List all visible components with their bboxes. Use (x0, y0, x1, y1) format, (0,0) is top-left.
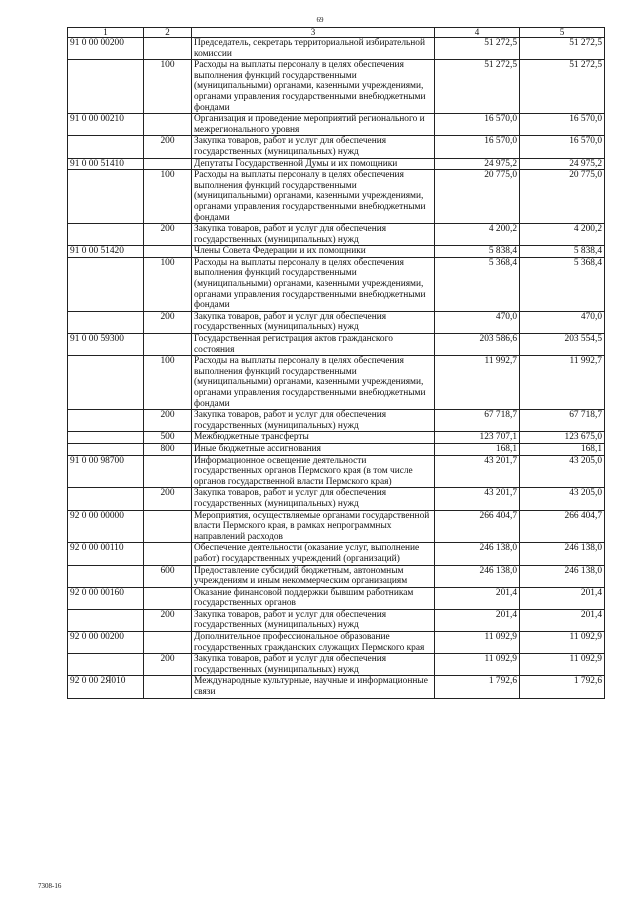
target-code-cell: 92 0 00 00110 (68, 543, 144, 565)
amount-year-2-cell: 16 570,0 (520, 114, 605, 136)
amount-year-1-cell: 1 792,6 (435, 676, 520, 698)
amount-year-1-cell: 43 201,7 (435, 488, 520, 510)
target-code-cell (68, 356, 144, 410)
table-row (68, 543, 605, 565)
target-code-cell: 92 0 00 2Я010 (68, 676, 144, 698)
table-row (68, 38, 605, 60)
amount-year-2-cell: 5 838,4 (520, 246, 605, 258)
expense-type-cell (144, 587, 192, 609)
table-row (68, 587, 605, 609)
table-row (68, 654, 605, 676)
description-cell: Предоставление субсидий бюджетным, автономным учреждениям и иным некоммерческим организациям (192, 565, 435, 587)
target-code-cell (68, 565, 144, 587)
description-cell: Закупка товаров, работ и услуг для обеспечения государственных (муниципальных) нужд (192, 488, 435, 510)
description-cell: Закупка товаров, работ и услуг для обеспечения государственных (муниципальных) нужд (192, 410, 435, 432)
target-code-cell: 91 0 00 51420 (68, 246, 144, 258)
amount-year-2-cell: 16 570,0 (520, 136, 605, 158)
amount-year-2-cell: 123 675,0 (520, 432, 605, 444)
description-cell: Дополнительное профессиональное образование государственных гражданских служащих Пермского края (192, 632, 435, 654)
amount-year-2-cell: 246 138,0 (520, 565, 605, 587)
target-code-cell (68, 654, 144, 676)
description-cell: Иные бюджетные ассигнования (192, 443, 435, 455)
target-code-cell: 91 0 00 59300 (68, 334, 144, 356)
table-row (68, 443, 605, 455)
expense-type-cell (144, 510, 192, 543)
amount-year-2-cell: 470,0 (520, 311, 605, 333)
target-code-cell (68, 410, 144, 432)
table-row (68, 60, 605, 114)
amount-year-2-cell: 11 092,9 (520, 632, 605, 654)
target-code-cell (68, 224, 144, 246)
table-row (68, 224, 605, 246)
amount-year-1-cell: 67 718,7 (435, 410, 520, 432)
expense-type-cell (144, 676, 192, 698)
expense-type-cell (144, 38, 192, 60)
description-cell: Государственная регистрация актов гражданского состояния (192, 334, 435, 356)
amount-year-2-cell: 201,4 (520, 587, 605, 609)
expense-type-cell: 100 (144, 356, 192, 410)
description-cell: Закупка товаров, работ и услуг для обеспечения государственных (муниципальных) нужд (192, 224, 435, 246)
amount-year-1-cell: 16 570,0 (435, 114, 520, 136)
expense-type-cell (144, 632, 192, 654)
description-cell: Закупка товаров, работ и услуг для обеспечения государственных (муниципальных) нужд (192, 136, 435, 158)
amount-year-1-cell: 5 368,4 (435, 257, 520, 311)
amount-year-1-cell: 266 404,7 (435, 510, 520, 543)
expense-type-cell (144, 114, 192, 136)
header-col-2: 2 (144, 28, 192, 38)
amount-year-1-cell: 201,4 (435, 609, 520, 631)
amount-year-1-cell: 16 570,0 (435, 136, 520, 158)
table-row (68, 114, 605, 136)
amount-year-2-cell: 51 272,5 (520, 38, 605, 60)
amount-year-1-cell: 11 092,9 (435, 654, 520, 676)
description-cell: Члены Совета Федерации и их помощники (192, 246, 435, 258)
expense-type-cell: 200 (144, 488, 192, 510)
expense-type-cell (144, 158, 192, 170)
expense-type-cell: 100 (144, 60, 192, 114)
target-code-cell: 92 0 00 00200 (68, 632, 144, 654)
table-row (68, 356, 605, 410)
amount-year-2-cell: 20 775,0 (520, 170, 605, 224)
amount-year-2-cell: 51 272,5 (520, 60, 605, 114)
amount-year-2-cell: 43 205,0 (520, 455, 605, 488)
amount-year-1-cell: 470,0 (435, 311, 520, 333)
amount-year-1-cell: 51 272,5 (435, 60, 520, 114)
description-cell: Депутаты Государственной Думы и их помощники (192, 158, 435, 170)
table-row (68, 257, 605, 311)
header-col-1: 1 (68, 28, 144, 38)
description-cell: Закупка товаров, работ и услуг для обеспечения государственных (муниципальных) нужд (192, 311, 435, 333)
description-cell: Расходы на выплаты персоналу в целях обеспечения выполнения функций государственными (муниципальными) органами, казенными учреждениями, органами управления государственными внебюджетными фондами (192, 170, 435, 224)
table-header-row (68, 28, 605, 38)
amount-year-2-cell: 43 205,0 (520, 488, 605, 510)
table-row (68, 676, 605, 698)
expense-type-cell: 200 (144, 654, 192, 676)
amount-year-2-cell: 266 404,7 (520, 510, 605, 543)
description-cell: Международные культурные, научные и информационные связи (192, 676, 435, 698)
amount-year-1-cell: 5 838,4 (435, 246, 520, 258)
target-code-cell: 92 0 00 00160 (68, 587, 144, 609)
amount-year-2-cell: 168,1 (520, 443, 605, 455)
target-code-cell (68, 443, 144, 455)
amount-year-2-cell: 203 554,5 (520, 334, 605, 356)
target-code-cell (68, 136, 144, 158)
description-cell: Межбюджетные трансферты (192, 432, 435, 444)
amount-year-2-cell: 11 092,9 (520, 654, 605, 676)
table-row (68, 136, 605, 158)
header-col-3: 3 (192, 28, 435, 38)
expense-type-cell: 200 (144, 609, 192, 631)
amount-year-1-cell: 123 707,1 (435, 432, 520, 444)
description-cell: Председатель, секретарь территориальной избирательной комиссии (192, 38, 435, 60)
description-cell: Информационное освещение деятельности государственных органов Пермского края (в том числе органов государственной власти Пермского края) (192, 455, 435, 488)
expense-type-cell: 200 (144, 136, 192, 158)
target-code-cell: 91 0 00 00200 (68, 38, 144, 60)
expense-type-cell (144, 246, 192, 258)
amount-year-2-cell: 67 718,7 (520, 410, 605, 432)
table-row (68, 246, 605, 258)
description-cell: Мероприятия, осуществляемые органами государственной власти Пермского края, в рамках непрограммных направлений расходов (192, 510, 435, 543)
table-row (68, 432, 605, 444)
target-code-cell (68, 257, 144, 311)
target-code-cell (68, 60, 144, 114)
table-row (68, 455, 605, 488)
table-body (68, 38, 605, 699)
description-cell: Обеспечение деятельности (оказание услуг, выполнение работ) государственных учреждений (организаций) (192, 543, 435, 565)
budget-table (67, 27, 605, 699)
expense-type-cell: 100 (144, 170, 192, 224)
description-cell: Организация и проведение мероприятий регионального и межрегионального уровня (192, 114, 435, 136)
target-code-cell: 91 0 00 98700 (68, 455, 144, 488)
amount-year-1-cell: 168,1 (435, 443, 520, 455)
table-row (68, 410, 605, 432)
amount-year-2-cell: 246 138,0 (520, 543, 605, 565)
amount-year-1-cell: 24 975,2 (435, 158, 520, 170)
expense-type-cell (144, 334, 192, 356)
target-code-cell: 91 0 00 51410 (68, 158, 144, 170)
table-row (68, 311, 605, 333)
target-code-cell (68, 170, 144, 224)
table-row (68, 158, 605, 170)
amount-year-1-cell: 201,4 (435, 587, 520, 609)
expense-type-cell: 200 (144, 224, 192, 246)
expense-type-cell: 200 (144, 410, 192, 432)
table-row (68, 510, 605, 543)
table-row (68, 334, 605, 356)
amount-year-1-cell: 11 992,7 (435, 356, 520, 410)
expense-type-cell: 200 (144, 311, 192, 333)
amount-year-2-cell: 1 792,6 (520, 676, 605, 698)
amount-year-2-cell: 4 200,2 (520, 224, 605, 246)
amount-year-2-cell: 24 975,2 (520, 158, 605, 170)
target-code-cell (68, 432, 144, 444)
amount-year-1-cell: 246 138,0 (435, 565, 520, 587)
table-row (68, 170, 605, 224)
page-number: 69 (316, 16, 324, 24)
amount-year-1-cell: 4 200,2 (435, 224, 520, 246)
amount-year-2-cell: 11 992,7 (520, 356, 605, 410)
expense-type-cell: 800 (144, 443, 192, 455)
table-row (68, 609, 605, 631)
expense-type-cell (144, 455, 192, 488)
target-code-cell: 92 0 00 00000 (68, 510, 144, 543)
description-cell: Закупка товаров, работ и услуг для обеспечения государственных (муниципальных) нужд (192, 609, 435, 631)
header-col-4: 4 (435, 28, 520, 38)
document-code: 7308-16 (38, 882, 62, 890)
table-row (68, 565, 605, 587)
description-cell: Оказание финансовой поддержки бывшим работникам государственных органов (192, 587, 435, 609)
amount-year-1-cell: 51 272,5 (435, 38, 520, 60)
expense-type-cell: 600 (144, 565, 192, 587)
description-cell: Расходы на выплаты персоналу в целях обеспечения выполнения функций государственными (муниципальными) органами, казенными учреждениями, органами управления государственными внебюджетными фондами (192, 60, 435, 114)
expense-type-cell (144, 543, 192, 565)
target-code-cell (68, 488, 144, 510)
amount-year-2-cell: 201,4 (520, 609, 605, 631)
amount-year-1-cell: 203 586,6 (435, 334, 520, 356)
description-cell: Закупка товаров, работ и услуг для обеспечения государственных (муниципальных) нужд (192, 654, 435, 676)
table-row (68, 488, 605, 510)
description-cell: Расходы на выплаты персоналу в целях обеспечения выполнения функций государственными (муниципальными) органами, казенными учреждениями, органами управления государственными внебюджетными фондами (192, 257, 435, 311)
description-cell: Расходы на выплаты персоналу в целях обеспечения выполнения функций государственными (муниципальными) органами, казенными учреждениями, органами управления государственными внебюджетными фондами (192, 356, 435, 410)
target-code-cell: 91 0 00 00210 (68, 114, 144, 136)
amount-year-1-cell: 20 775,0 (435, 170, 520, 224)
table-row (68, 632, 605, 654)
amount-year-1-cell: 43 201,7 (435, 455, 520, 488)
target-code-cell (68, 609, 144, 631)
expense-type-cell: 100 (144, 257, 192, 311)
amount-year-2-cell: 5 368,4 (520, 257, 605, 311)
amount-year-1-cell: 11 092,9 (435, 632, 520, 654)
target-code-cell (68, 311, 144, 333)
amount-year-1-cell: 246 138,0 (435, 543, 520, 565)
header-col-5: 5 (520, 28, 605, 38)
expense-type-cell: 500 (144, 432, 192, 444)
